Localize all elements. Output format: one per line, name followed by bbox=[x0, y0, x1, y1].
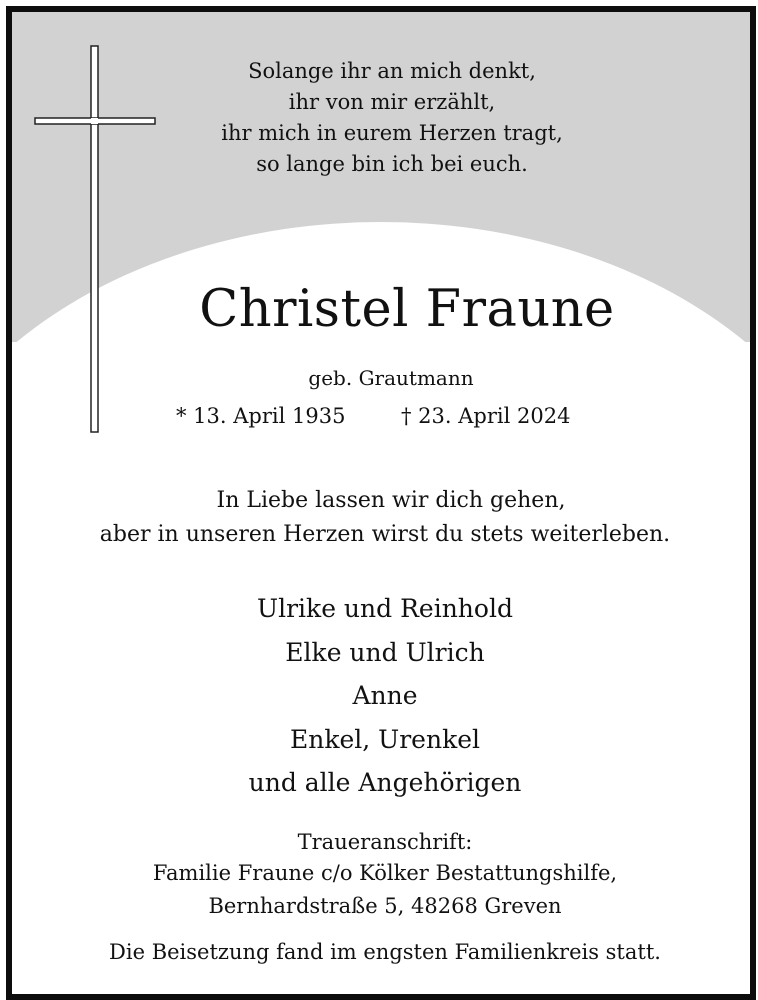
burial-note: Die Beisetzung fand im engsten Familienkreis statt. bbox=[109, 940, 661, 964]
obituary-card bbox=[6, 6, 756, 1000]
mourner-line: und alle Angehörigen bbox=[248, 768, 522, 797]
mourner-line: Ulrike und Reinhold bbox=[257, 594, 513, 623]
farewell-line: aber in unseren Herzen wirst du stets weiterleben. bbox=[99, 522, 671, 547]
poem-line: Solange ihr an mich denkt, bbox=[248, 59, 536, 83]
mourner-line: Anne bbox=[352, 681, 418, 710]
address-line: Bernhardstraße 5, 48268 Greven bbox=[208, 894, 562, 918]
birth-date: * 13. April 1935 bbox=[176, 404, 346, 428]
address-line: Familie Fraune c/o Kölker Bestattungshilfe, bbox=[152, 861, 618, 885]
death-date: † 23. April 2024 bbox=[401, 404, 571, 428]
deceased-name: Christel Fraune bbox=[199, 280, 615, 339]
poem-line: ihr von mir erzählt, bbox=[288, 90, 496, 114]
poem-line: ihr mich in eurem Herzen tragt, bbox=[221, 121, 563, 145]
mourner-line: Enkel, Urenkel bbox=[289, 725, 481, 754]
farewell-line: In Liebe lassen wir dich gehen, bbox=[216, 488, 566, 513]
maiden-name: geb. Grautmann bbox=[308, 366, 474, 390]
poem-line: so lange bin ich bei euch. bbox=[256, 152, 528, 176]
address-heading: Traueranschrift: bbox=[297, 830, 473, 854]
mourner-line: Elke und Ulrich bbox=[285, 638, 485, 667]
